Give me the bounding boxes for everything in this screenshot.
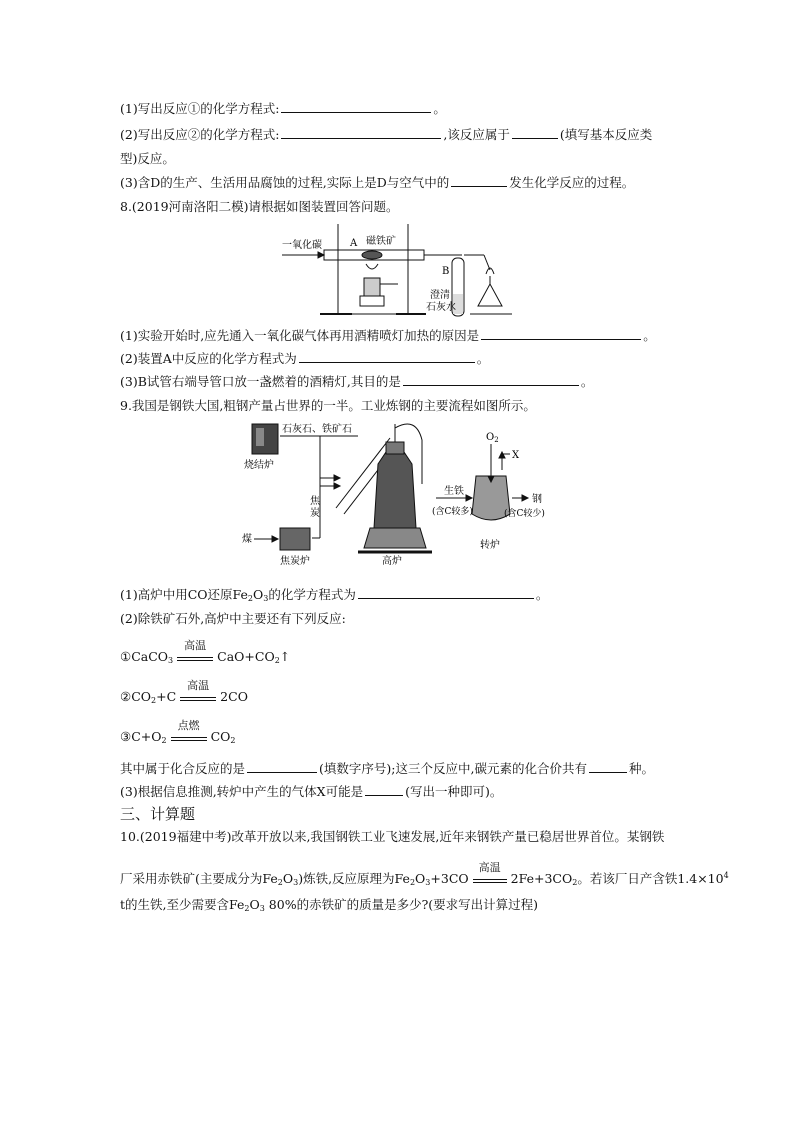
q7-part3-end: 发生化学反应的过程。 <box>509 175 635 190</box>
subscript: 3 <box>259 904 265 913</box>
subscript: 2 <box>572 878 578 887</box>
r2-product: 2CO <box>220 689 248 704</box>
q8-part1-end: 。 <box>643 328 656 343</box>
q7-part1-text: (1)写出反应①的化学方程式: <box>120 101 280 116</box>
subscript: 2 <box>274 656 280 665</box>
q8-part2-text: (2)装置A中反应的化学方程式为 <box>120 351 297 366</box>
q7-part1 <box>120 100 446 118</box>
answer-blank[interactable] <box>512 126 558 139</box>
reaction-2 <box>120 679 248 706</box>
superscript: 4 <box>723 871 729 880</box>
q9-title: 9.我国是钢铁大国,粗钢产量占世界的一半。工业炼钢的主要流程如图所示。 <box>120 398 536 413</box>
label-limewater-2: 石灰水 <box>426 302 456 313</box>
section-heading: 三、计算题 <box>120 805 196 823</box>
condition-text: 高温 <box>478 861 501 874</box>
condition-text: 高温 <box>184 639 207 652</box>
r1-product: CaO+CO <box>217 649 275 664</box>
reaction-condition <box>177 639 213 661</box>
r2-reactant-b: +C <box>156 689 177 704</box>
q9-part1-text-b: O <box>253 587 264 602</box>
reaction-3 <box>120 719 236 746</box>
q9-q-text-b: (填数字序号);这三个反应中,碳元素的化合价共有 <box>319 761 587 776</box>
r3-product: CO <box>210 729 231 744</box>
q10-text-a: 厂采用赤铁矿(主要成分为Fe <box>120 871 278 886</box>
q7-part1-end: 。 <box>433 101 446 116</box>
label-magnetite: 磁铁矿 <box>366 236 396 247</box>
r1-reactant: ①CaCO <box>120 649 169 664</box>
label-coking-oven: 焦炭炉 <box>280 556 310 567</box>
q9-q-text-a: 其中属于化合反应的是 <box>120 761 246 776</box>
subscript: 3 <box>425 878 431 887</box>
q8-part1 <box>120 327 656 345</box>
q10-text-f: 2Fe+3CO <box>510 871 573 886</box>
q10-text-b: O <box>282 871 294 886</box>
label-steel-carbon: (含C较少) <box>504 509 545 519</box>
r2-reactant: ②CO <box>120 689 152 704</box>
label-blast-furnace: 高炉 <box>382 556 402 567</box>
reaction-condition <box>180 679 216 701</box>
answer-blank[interactable] <box>358 586 534 599</box>
q9-part2-question <box>120 760 654 778</box>
q10-line1: 10.(2019福建中考)改革开放以来,我国钢铁工业飞速发展,近年来钢铁产量已稳居世界首位。某钢铁 <box>120 829 665 844</box>
answer-blank[interactable] <box>451 174 507 187</box>
q10-text-g: 。若该厂日产含铁1.4×10 <box>577 871 724 886</box>
answer-blank[interactable] <box>281 100 431 113</box>
q8-part1-text: (1)实验开始时,应先通入一氧化碳气体再用酒精喷灯加热的原因是 <box>120 328 480 343</box>
q8-part3 <box>120 373 593 391</box>
condition-text: 高温 <box>187 679 210 692</box>
answer-blank[interactable] <box>481 327 641 340</box>
q8-part2-end: 。 <box>476 351 490 366</box>
label-pig-iron: 生铁 <box>444 486 464 497</box>
q10-text-j: 80%的赤铁矿的质量是多少?(要求写出计算过程) <box>264 897 539 912</box>
label-raw-materials: 石灰石、铁矿石 <box>282 424 352 435</box>
subscript: 2 <box>244 904 250 913</box>
label-steel: 钢 <box>532 494 542 505</box>
subscript: 2 <box>277 878 283 887</box>
q7-part2-text-b: ,该反应属于 <box>443 127 510 142</box>
subscript: 2 <box>151 696 157 705</box>
q7-part2-cont: 型)反应。 <box>120 151 175 166</box>
subscript: 2 <box>230 736 236 745</box>
subscript: 3 <box>263 594 269 603</box>
label-gas-x: X <box>512 450 520 461</box>
q10-text-i: O <box>249 897 260 912</box>
label-coal: 煤 <box>242 534 252 545</box>
q8-part3-end: 。 <box>580 374 594 389</box>
q10-text-c: )炼铁,反应原理为Fe <box>298 871 410 886</box>
label-device-b: B <box>442 266 450 277</box>
steelmaking-figure <box>240 418 550 580</box>
q9-part3-text: (3)根据信息推测,转炉中产生的气体X可能是 <box>120 784 364 799</box>
label-pig-iron-carbon: (含C较多) <box>432 507 473 517</box>
subscript: 2 <box>161 736 167 745</box>
label-coke-2: 炭 <box>310 508 320 519</box>
q10-line2 <box>120 861 729 888</box>
q9-part1-text-c: 的化学方程式为 <box>268 587 356 602</box>
label-coke-1: 焦 <box>310 496 320 507</box>
equals-sign <box>171 737 207 741</box>
label-converter: 转炉 <box>480 540 500 551</box>
answer-blank[interactable] <box>589 760 627 773</box>
answer-blank[interactable] <box>247 760 317 773</box>
q9-q-text-c: 种。 <box>628 761 654 776</box>
subscript: 2 <box>247 594 253 603</box>
q9-part1-text-a: (1)高炉中用CO还原Fe <box>120 587 248 602</box>
q9-part3-end: (写出一种即可)。 <box>405 784 503 799</box>
reaction-condition <box>171 719 207 741</box>
subscript: 3 <box>168 656 174 665</box>
answer-blank[interactable] <box>299 350 475 363</box>
subscript: 3 <box>293 878 299 887</box>
subscript: 2 <box>409 878 416 887</box>
apparatus-figure <box>280 214 520 326</box>
label-carbon-monoxide: 一氧化碳 <box>282 240 322 251</box>
q10-text-h: t的生铁,至少需要含Fe <box>120 897 245 912</box>
q9-part2: (2)除铁矿石外,高炉中主要还有下列反应: <box>120 611 346 626</box>
gas-arrow: ↑ <box>279 649 291 664</box>
label-limewater-1: 澄清 <box>430 290 450 301</box>
answer-blank[interactable] <box>365 783 403 796</box>
q8-part3-text: (3)B试管右端导管口放一盏燃着的酒精灯,其目的是 <box>120 374 401 389</box>
reaction-condition <box>473 861 507 883</box>
q8-part2 <box>120 350 489 368</box>
condition-text: 点燃 <box>177 719 200 732</box>
equals-sign <box>473 879 507 883</box>
q10-text-d: O <box>415 871 426 886</box>
answer-blank[interactable] <box>281 126 441 139</box>
equals-sign <box>177 657 213 661</box>
q9-part1-end: 。 <box>535 587 549 602</box>
q10-line3 <box>120 896 538 914</box>
q7-part3-text: (3)含D的生产、生活用品腐蚀的过程,实际上是D与空气中的 <box>120 175 450 190</box>
q10-text-e: +3CO <box>430 871 469 886</box>
q9-part3 <box>120 783 502 801</box>
q7-part3 <box>120 174 634 192</box>
q7-part2-text: (2)写出反应②的化学方程式: <box>120 127 280 142</box>
answer-blank[interactable] <box>403 373 579 386</box>
label-device-a: A <box>350 238 358 249</box>
label-oxygen: $O_2$ <box>486 432 499 444</box>
q7-part2-text-c: (填写基本反应类 <box>559 127 653 142</box>
q9-part1 <box>120 586 548 604</box>
label-sinter-furnace: 烧结炉 <box>244 460 274 471</box>
reaction-1 <box>120 639 291 666</box>
r3-reactant: ③C+O <box>120 729 162 744</box>
q8-title: 8.(2019河南洛阳二模)请根据如图装置回答问题。 <box>120 199 399 214</box>
q7-part2 <box>120 126 652 144</box>
equals-sign <box>180 697 216 701</box>
